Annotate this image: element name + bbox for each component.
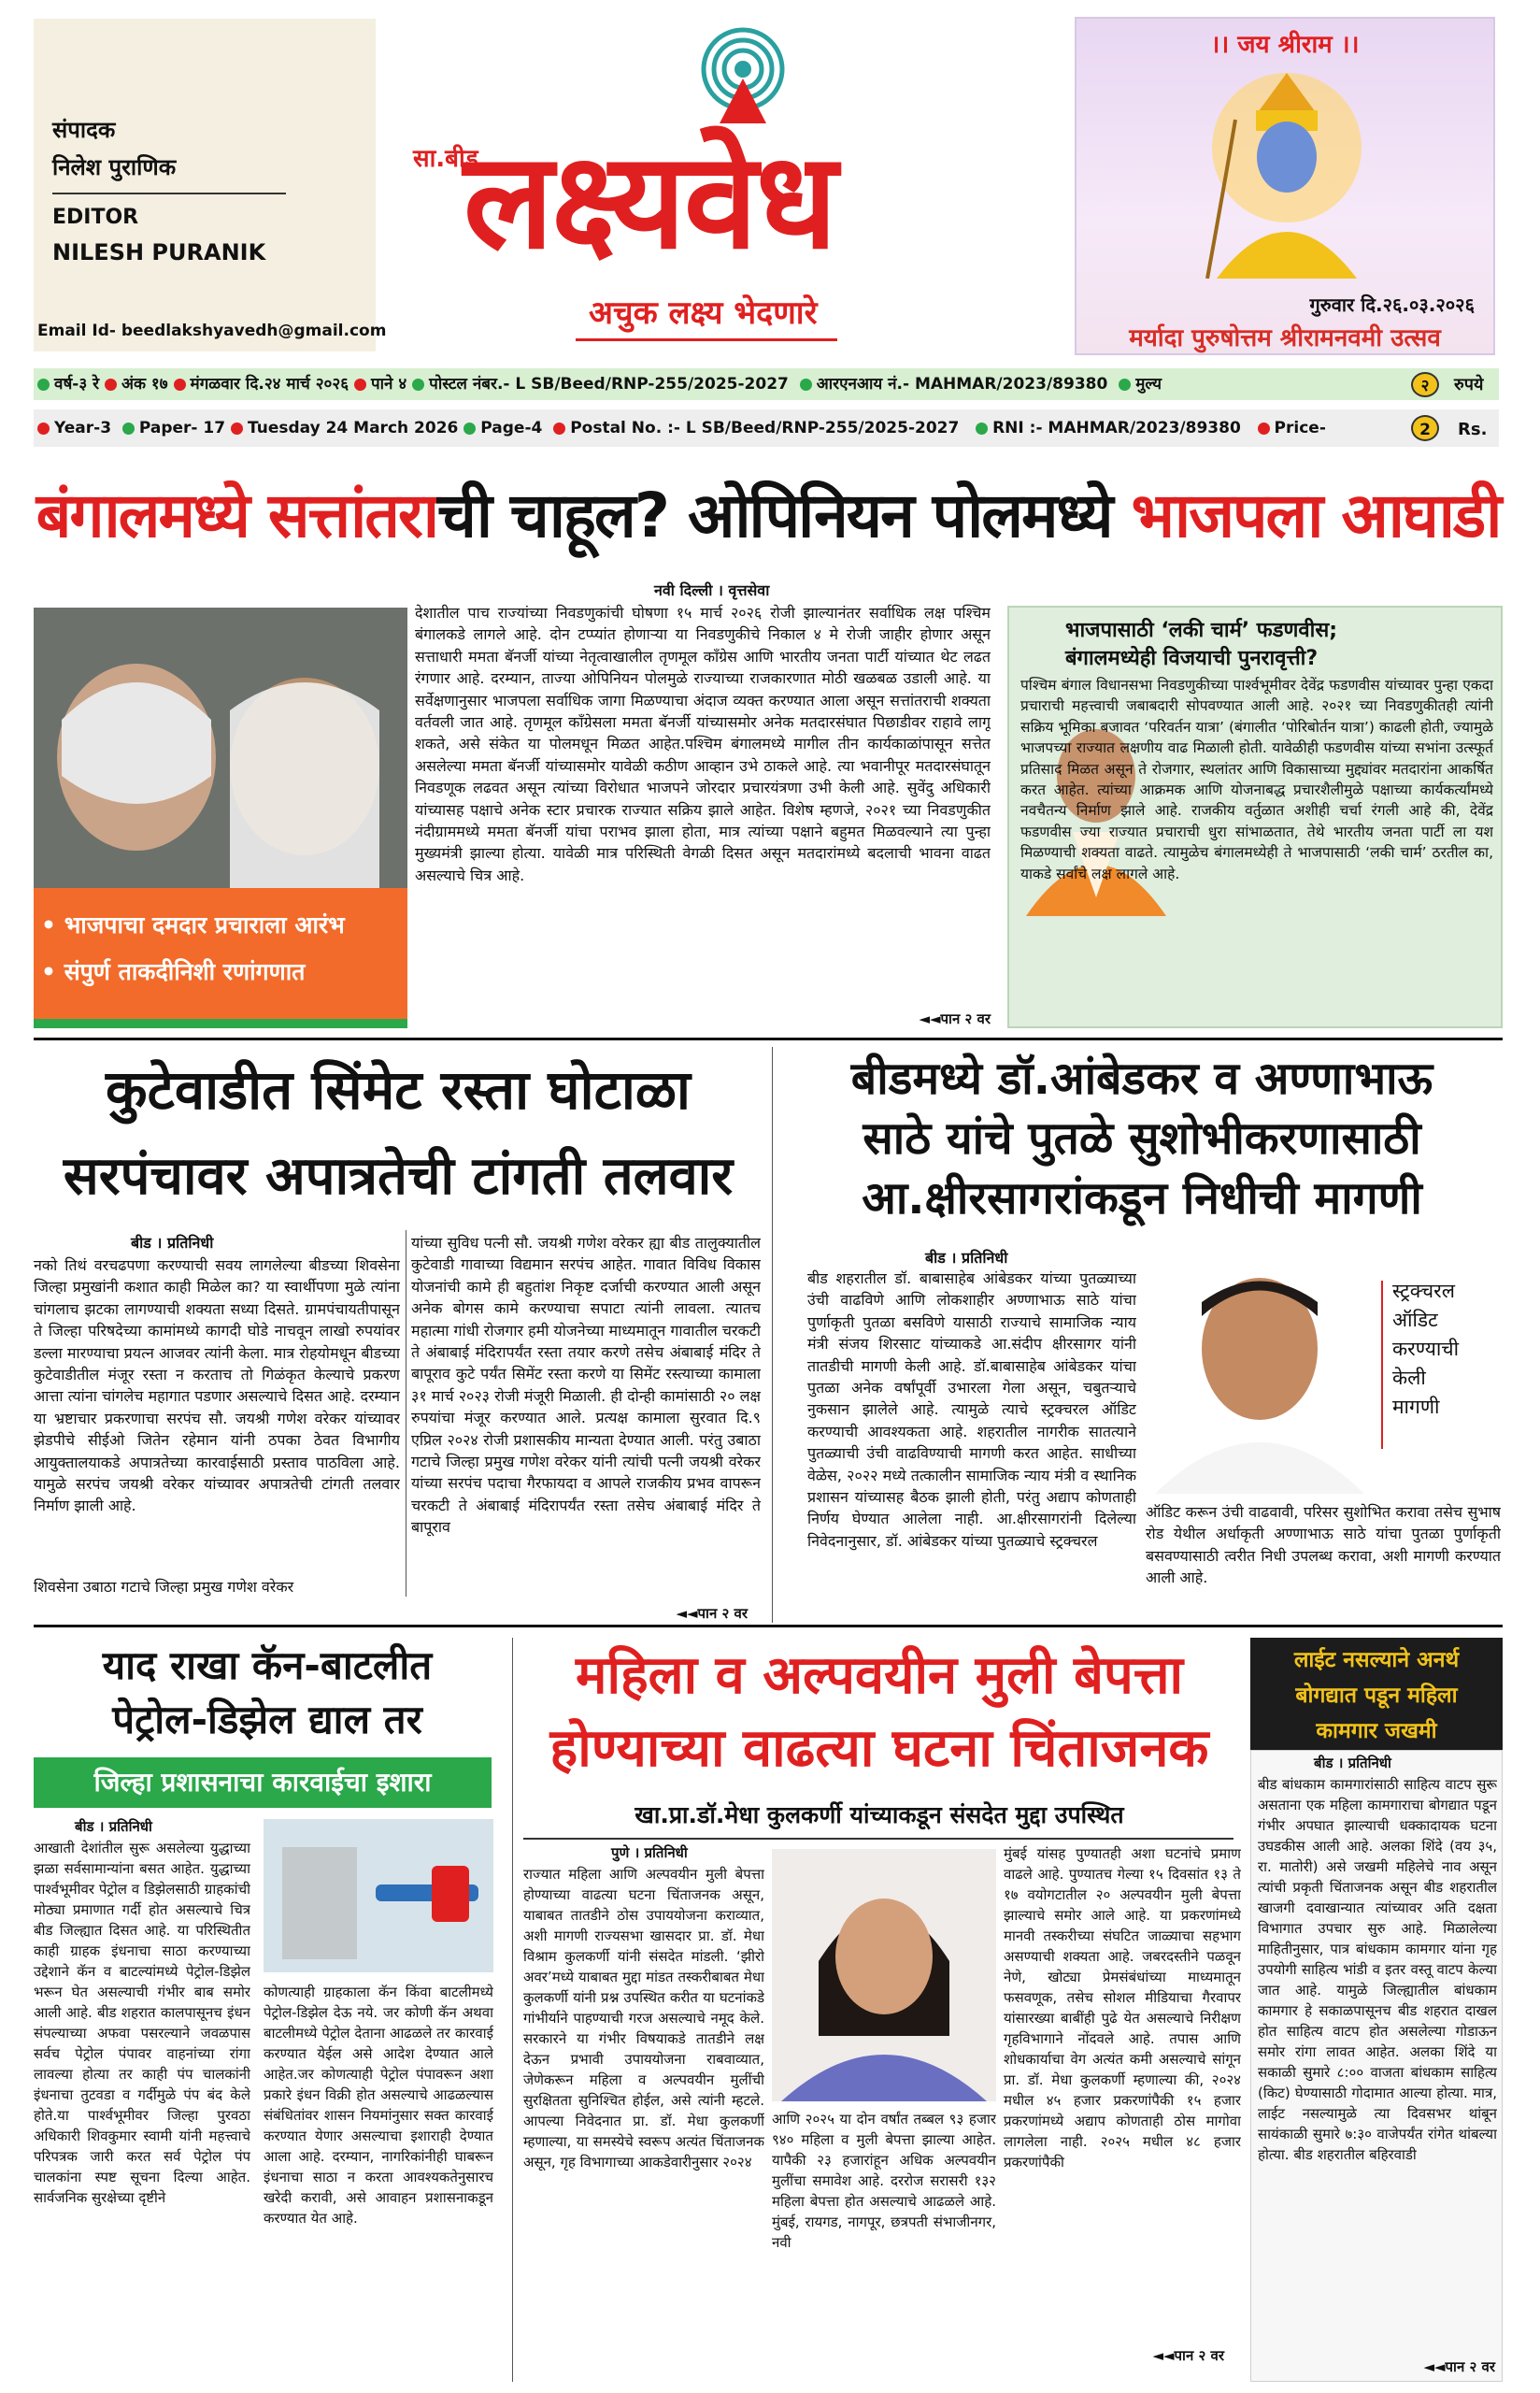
fuel-subhead-box	[34, 1757, 492, 1808]
mr-year: वर्ष-३ रे	[54, 375, 100, 394]
en-date: Tuesday 24 March 2026	[248, 419, 459, 437]
bullet-icon	[105, 379, 117, 391]
info-bar-english	[34, 409, 1499, 447]
missing-continued[interactable]: ◄◄पान २ वर	[1152, 2347, 1224, 2364]
tagline: अचुक लक्ष्य भेदणारे	[589, 294, 818, 332]
missing-col1: राज्यात महिला आणि अल्पवयीन मुली बेपत्ता होण्याच्या वाढत्या घटना चिंताजनक असून, याबाबत तातडीने ठोस उपाययोजना कराव्यात, अशी मागणी राज्यसभा खासदार प्रा. डॉ. मेधा विश्राम कुलकर्णी यांनी संसदेत मांडली. ‘झीरो अवर’मध्ये याबाबत मुद्दा मांडत तस्करीबाबत मेधा कुलकर्णी यांनी प्रश्न उपस्थित करीत या घटनांकडे गांभीर्याने पाहण्याची गरज असल्याचे नमूद केले. सरकारने या गंभीर विषयाकडे तातडीने लक्ष देऊन प्रभावी उपाययोजना राबवाव्यात, जेणेकरून महिला व अल्पवयीन मुलींची सुरक्षितता सुनिश्चित होईल, असे त्यांनी म्हटले. आपल्या निवेदनात प्रा. डॉ. मेधा कुलकर्णी म्हणाल्या, या समस्येचे स्वरूप अत्यंत चिंताजनक असून, गृह विभागाच्या आकडेवारीनुसार २०२४	[523, 1866, 764, 2171]
statue-pullquote-rule	[1381, 1281, 1383, 1449]
bullet-icon	[354, 379, 366, 391]
fuel-col1: आखाती देशांतील सुरू असलेल्या युद्धाच्या झळा सर्वसामान्यांना बसत आहेत. युद्धाच्या पार्श्वभूमीवर पेट्रोल व डिझेलसाठी ग्राहकांची मोठ्या प्रमाणात गर्दी होत असल्याचे चित्र बीड जिल्ह्यात दिसत आहे. या परिस्थितीत काही ग्राहक इंधनाचा साठा करण्याच्या उद्देशाने कॅन व बाटल्यांमध्ये पेट्रोल-डिझेल भरून घेत असल्याची गंभीर बाब समोर आली आहे. बीड शहरात कालपासूनच इंधन संपल्याच्या अफवा पसरल्याने जवळपास सर्वच पेट्रोल पंपावर वाहनांच्या रांगा लावल्या होत्या तर काही पंप चालकांनी इंधनाचा तुटवडा व गर्दीमुळे पंप बंद केले होते.या पार्श्वभूमीवर जिल्हा पुरवठा अधिकारी शिवकुमार स्वामी यांनी महत्त्वाचे परिपत्रक जारी करत सर्व पेट्रोल पंप चालकांना स्पष्ट सूचना दिल्या आहेत. सार्वजनिक सुरक्षेच्या दृष्टीने	[34, 1840, 250, 2206]
portrait-illustration	[772, 1849, 996, 2101]
bullet-icon	[800, 379, 812, 391]
lead-continued[interactable]: ◄◄पान २ वर	[919, 1010, 991, 1027]
ad-caption: मर्यादा पुरुषोत्तम श्रीरामनवमी उत्सव	[1129, 324, 1441, 352]
lead-bullet-2: • संपुर्ण ताकदीनिशी रणांगणात	[41, 958, 306, 985]
cement-col1-end: शिवसेना उबाठा गटाचे जिल्हा प्रमुख गणेश वरेकर	[34, 1578, 294, 1596]
cement-col2: यांच्या सुविध पत्नी सौ. जयश्री गणेश वरेकर ह्या बीड तालुक्यातील कुटेवाडी गावाच्या विद्यमान सरपंच आहेत. गावात विविध विकास योजनांची कामे ही बहुतांश निकृष्ट दर्जाची करण्यात आली असून अनेक बोगस कामे करण्याचा सपाटा त्यांनी लावला. त्यातच महात्मा गांधी रोजगार हमी योजनेच्या माध्यमातून गावातील चरकटी ते अंबाबाई मंदिरापर्यंत रस्ता तयार करणे तसेच अंबाबाई मंदिर ते बापूराव कुटे पर्यंत सिमेंट रस्ता करणे या सिमेंट रस्त्याच्या कामाला ३१ मार्च २०२३ रोजी मंजूरी मिळाली. ही दोन्ही कामांसाठी २० लक्ष रुपयांचा मंजूर करण्यात आले. प्रत्यक्ष कामाला सुरवात दि.९ एप्रिल २०२४ रोजी प्रशासकीय मान्यता देण्यात आली. परंतु उबाठा गटाचे जिल्हा प्रमुख गणेश वरेकर यांनी त्यांची पत्नी जयश्री वरेकर यांच्या सरपंच पदाचा गैरफायदा व आपले राजकीय प्रभव वापरून चरकटी ते अंबाबाई मंदिरापर्यंत रस्ता तसेच अंबाबाई मंदिर ते बापूराव	[411, 1234, 761, 1537]
bullet-icon	[231, 423, 243, 435]
accident-headline-1: लाईट नसल्याने अनर्थ	[1293, 1648, 1460, 1672]
deity-illustration	[1198, 64, 1376, 279]
modi-mamata-photo	[34, 608, 407, 888]
mr-pages: पाने ४	[370, 375, 407, 394]
statue-dateline: बीड । प्रतिनिधी	[925, 1249, 1008, 1267]
column-rule	[512, 1638, 513, 2382]
en-currency: Rs.	[1458, 420, 1488, 439]
en-price-badge	[1411, 415, 1439, 441]
bullet-icon	[976, 423, 988, 435]
missing-subhead-rule	[523, 1838, 1233, 1840]
lead-bullet-strip	[34, 1019, 407, 1028]
bullet-icon	[37, 423, 50, 435]
accident-continued[interactable]: ◄◄पान २ वर	[1423, 2358, 1495, 2375]
ad-top-text: ।। जय श्रीराम ।।	[1210, 31, 1360, 59]
editor-name-mr: निलेश पुराणिक	[52, 154, 177, 180]
missing-dateline: पुणे । प्रतिनिधी	[611, 1844, 688, 1861]
email: Email Id- beedlakshyavedh@gmail.com	[37, 322, 387, 340]
statue-pullquote	[1392, 1277, 1459, 1422]
portrait-illustration	[1146, 1260, 1374, 1494]
ad-date: गुरुवार दि.२६.०३.२०२६	[1309, 294, 1475, 316]
mr-issue: अंक १७	[121, 375, 168, 394]
fuel-dateline: बीड । प्रतिनिधी	[75, 1818, 152, 1835]
mr-postal: पोस्टल नंबर.- L SB/Beed/RNP-255/2025-2027	[429, 375, 789, 394]
fuel-nozzle-icon	[264, 1819, 493, 1972]
lead-body: देशातील पाच राज्यांच्या निवडणुकांची घोषणा १५ मार्च २०२६ रोजी झाल्यानंतर सर्वाधिक लक्ष पश्चिम बंगालकडे लागले आहे. दोन टप्प्यांत होणाऱ्या या निवडणुकीचे निकाल ४ मे रोजी जाहीर होणार असून सत्ताधारी ममता बॅनर्जी यांच्या नेतृत्वाखालील तृणमूल काँग्रेस आणि भारतीय जनता पार्टी यांच्यात थेट लढत रंगणार आहे. दरम्यान, ताज्या ओपिनियन पोलमुळे राज्याच्या राजकारणात मोठी खळबळ उडाली आहे. या सर्वेक्षणानुसार भाजपला सर्वाधिक जागा मिळण्याचा अंदाज व्यक्त करण्यात आला असून सत्तांतराची शक्यता वर्तवली जात आहे. तृणमूल काँग्रेसला ममता बॅनर्जी यांच्यासमोर अनेक मतदारसंघात पिछाडीवर राहावे लागू शकते, असे संकेत या पोलमधून मिळत आहेत.पश्चिम बंगालमध्ये मागील तीन कार्यकाळांपासून सत्तेत असलेल्या ममता बॅनर्जी यांच्यासमोर यावेळी कठीण आव्हान उभे ठाकले आहे. त्या भवानीपूर मतदारसंघातून निवडणूक लढवत असून त्यांच्या विरोधात भाजपने जोरदार प्रचारयंत्रणा उभी केली आहे. सुवेंदु अधिकारी यांच्यासह पक्षाचे अनेक स्टार प्रचारक राज्यात सक्रिय झाले आहेत. विशेष म्हणजे, २०२१ च्या निवडणुकीत नंदीग्राममध्ये ममता बॅनर्जी यांचा पराभव झाला होता, मात्र त्यांच्या पक्षाने बहुमत मिळवल्याने त्या पुन्हा मुख्यमंत्री झाल्या होत्या. यावेळी मात्र परिस्थिती वेगळी दिसत असून मतदारांमध्ये बदलाची भावना वाढत असल्याचे चित्र आहे.	[415, 604, 991, 884]
column-rule	[772, 1047, 773, 1623]
pullquote-line: स्ट्रक्चरल	[1392, 1280, 1455, 1302]
sidebar-box	[1007, 606, 1503, 1028]
tagline-underline	[576, 338, 837, 341]
en-price-label: Price-	[1274, 419, 1326, 437]
lead-bullet-1-text: भाजपाचा दमदार प्रचाराला आरंभ	[64, 911, 345, 939]
cement-headline-1: कुटेवाडीत सिंमेट रस्ता घोटाळा	[106, 1058, 691, 1122]
pullquote-line: ऑडिट	[1392, 1309, 1438, 1331]
portrait-illustration	[34, 608, 407, 888]
bullet-icon	[1258, 423, 1270, 435]
section-rule	[34, 1038, 1503, 1040]
bullet-icon	[37, 379, 50, 391]
statue-body-right: ऑडिट करून उंची वाढवावी, परिसर सुशोभित करावा तसेच सुभाष रोड येथील अर्धाकृती अण्णाभाऊ साठे यांचा पुतळा पुर्णाकृती बसवण्यासाठी त्वरीत निधी उपलब्ध करावा, अशी मागणी करण्यात आली आहे.	[1146, 1503, 1501, 1587]
editor-label-en: EDITOR	[52, 206, 139, 229]
lead-headline	[34, 460, 1503, 572]
missing-col2-bottom: आणि २०२५ या दोन वर्षांत तब्बल ९३ हजार ९४० महिला व मुली बेपत्ता झाल्या आहेत. यापैकी २३ हजारांहून अधिक अल्पवयीन मुलींचा समावेश आहे. दररोज सरासरी १३२ महिला बेपत्ता होत असल्याचे आढळले आहे. मुंबई, रायगड, नागपूर, छत्रपती संभाजीनगर, नवी	[772, 2111, 996, 2251]
sidebar-title-1: भाजपासाठी ‘लकी चार्म’ फडणवीस;	[1065, 619, 1337, 642]
mr-price: २	[1420, 377, 1430, 395]
kshirsagar-photo	[1146, 1260, 1374, 1494]
mr-price-badge	[1411, 372, 1439, 397]
cement-continued[interactable]: ◄◄पान २ वर	[676, 1605, 748, 1622]
section-rule	[34, 1625, 1503, 1627]
en-rni: RNI :- MAHMAR/2023/89380	[992, 419, 1241, 437]
sidebar-body: पश्चिम बंगाल विधानसभा निवडणुकीच्या पार्श्वभूमीवर देवेंद्र फडणवीस यांच्यावर पुन्हा एकदा प्रचाराची महत्त्वाची जबाबदारी सोपवण्यात आली आहे. २०२१ च्या निवडणुकीतही त्यांनी सक्रिय भूमिका बजावत ‘परिवर्तन यात्रा’ (बंगालीत ‘पोरिबोर्तन यात्रा’) काढली होती, ज्यामुळे भाजपच्या राज्यात लक्षणीय वाढ मिळाली होती. यावेळीही फडणवीस यांच्या सभांना उत्स्फूर्त प्रतिसाद मिळत असून ते रोजगार, स्थलांतर आणि विकासाच्या मुद्द्यांवर मतदारांना आकर्षित करत आहेत. त्यांच्या आक्रमक आणि योजनाबद्ध प्रचारशैलीमुळे पक्षाच्या कार्यकर्त्यांमध्ये नवचैतन्य निर्माण झाले आहे. राजकीय वर्तुळात अशीही चर्चा रंगली आहे की, देवेंद्र फडणवीस ज्या राज्यात प्रचाराची धुरा सांभाळतात, तेथे भारतीय जनता पार्टी ला यश मिळण्याची शक्यता वाढते. त्यामुळेच बंगालमध्येही ते भाजपासाठी ‘लकी चार्म’ ठरतील का, याकडे सर्वांचे लक्ष लागले आहे.	[1020, 677, 1493, 882]
en-postal: Postal No. :- L SB/Beed/RNP-255/2025-2027	[570, 419, 960, 437]
statue-headline-2: साठे यांचे पुतळे सुशोभीकरणासाठी	[863, 1112, 1421, 1165]
en-page: Page-4	[480, 419, 543, 437]
accident-body: बीड बांधकाम कामगारांसाठी साहित्य वाटप सुरू असताना एक महिला कामगाराचा बोगद्यात पडून गंभीर अपघात झाल्याची धक्कादायक घटना उघडकीस आली आहे. अलका शिंदे (वय ३५, रा. मातोरी) असे जखमी महिलेचे नाव असून त्यांची प्रकृती चिंताजनक असून बीड शहरातील खाजगी दवाखान्यात त्यांच्यावर अति दक्षता विभागात उपचार सुरु आहे. मिळालेल्या माहितीनुसार, पात्र बांधकाम कामगार यांना गृह उपयोगी साहित्य भांडी व इतर वस्तू वाटप केल्या जात आहे. यामुळे जिल्ह्यातील बांधकाम कामगार हे सकाळपासूनच बीड शहरात दाखल होत साहित्य वाटप होत असलेल्या गोडाऊन समोर रांगा लावत आहेत. अलका शिंदे या सकाळी सुमारे ८:०० वाजता बांधकाम साहित्य (किट) घेण्यासाठी गोदामात आल्या होत्या. मात्र, लाईट नसल्यामुळे त्या दिवसभर थांबून सायंकाळी सुमारे ७:३० वाजेपर्यंत रांगेत थांबल्या होत्या. बीड शहरातील बहिरवाडी	[1258, 1776, 1497, 2163]
en-price: 2	[1419, 421, 1431, 439]
accident-headline-3: कामगार जखमी	[1316, 1719, 1437, 1743]
lead-bullet-box	[34, 888, 407, 1019]
editor-label-mr: संपादक	[52, 117, 116, 143]
medha-kulkarni-photo	[772, 1849, 996, 2101]
lead-headline-part-a: बंगालमध्ये सत्तांतरा	[36, 480, 437, 552]
fuel-pump-photo	[264, 1819, 493, 1972]
bullet-icon	[553, 423, 565, 435]
fuel-headline-2: पेट्रोल-डिझेल द्याल तर	[112, 1697, 422, 1742]
en-paper: Paper- 17	[138, 419, 226, 437]
statue-headline-1: बीडमध्ये डॉ.आंबेडकर व अण्णाभाऊ	[850, 1053, 1433, 1105]
info-bar-marathi	[34, 368, 1499, 400]
lead-headline-part-c: भाजपला आघाडी	[1131, 480, 1501, 552]
accident-headline-2: बोगद्यात पडून महिला	[1295, 1684, 1458, 1708]
fuel-col2: कोणत्याही ग्राहकाला कॅन किंवा बाटलीमध्ये पेट्रोल-डिझेल देऊ नये. जर कोणी कॅन अथवा बाटलीमध्ये पेट्रोल देताना आढळले तर कारवाई करण्यात येईल असे आदेश देण्यात आले आहेत.जर कोणत्याही पेट्रोल पंपावरून अशा प्रकारे इंधन विक्री होत असल्याचे आढळल्यास संबंधितांवर शासन नियमांनुसार सक्त कारवाई करण्यात येणार असल्याचा इशाराही देण्यात आला आहे. दरम्यान, नागरिकांनीही घाबरून इंधनाचा साठा न करता आवश्यकतेनुसारच खरेदी करावी, असे आवाहन प्रशासनाकडून करण्यात येत आहे.	[264, 1984, 493, 2227]
mr-price-label: मुल्य	[1135, 375, 1162, 394]
missing-headline-2: होण्याच्या वाढत्या घटना चिंताजनक	[549, 1718, 1209, 1779]
bullet-icon	[122, 423, 135, 435]
statue-headline-3: आ.क्षीरसागरांकडून निधीची मागणी	[862, 1172, 1422, 1225]
missing-headline-1: महिला व अल्पवयीन मुली बेपत्ता	[575, 1645, 1184, 1706]
fuel-subhead: जिल्हा प्रशासनाचा कारवाईचा इशारा	[93, 1767, 432, 1798]
editor-box	[34, 19, 387, 351]
mr-date: मंगळवार दि.२४ मार्च २०२६	[190, 375, 349, 394]
bullet-icon	[412, 379, 424, 391]
prefix: सा.बीड	[413, 145, 478, 173]
fuel-headline-1: याद राखा कॅन-बाटलीत	[102, 1642, 433, 1688]
mr-rni: आरएनआय नं.- MAHMAR/2023/89380	[816, 375, 1108, 394]
en-year: Year-3	[54, 419, 112, 437]
editor-name-en: NILESH PURANIK	[52, 239, 266, 265]
lead-headline-part-b: ची चाहूल? ओपिनियन पोलमध्ये	[436, 480, 1132, 552]
bullet-icon	[174, 379, 186, 391]
statue-body: बीड शहरातील डॉ. बाबासाहेब आंबेडकर यांच्या पुतळ्याच्या उंची वाढविणे आणि लोकशाहीर अण्णाभाऊ साठे यांचा पुर्णाकृती पुतळा बसविणे यासाठी राज्याचे सामाजिक न्याय मंत्री संजय शिरसाट यांच्याकडे आ.संदीप क्षीरसागर यांनी तातडीची मागणी केली आहे. डॉ.बाबासाहेब आंबेडकर यांचा पुतळा अनेक वर्षांपूर्वी उभारला गेला असून, चबुतऱ्याचे नुकसान झालेले आहे. त्यामुळे त्याचे स्ट्रक्चरल ऑडिट करण्याची आवश्यकता आहे. शहरातील नागरीक सातत्याने पुतळ्याची उंची वाढविण्याची मागणी करत आहेत. साधीच्या वेळेस, २०२२ मध्ये तत्कालीन सामाजिक न्याय मंत्री व स्थानिक प्रशासन यांच्यासह बैठक झाली होती, परंतु अद्याप कोणताही निर्णय घेण्यात आलेला नाही. आ.क्षीरसागरांनी दिलेल्या निवेदनानुसार, डॉ. आंबेडकर यांच्या पुतळ्याचे स्ट्रक्चरल	[807, 1269, 1136, 1550]
ramnavami-ad	[1075, 17, 1495, 355]
lead-dateline: नवी दिल्ली । वृत्तसेवा	[654, 581, 770, 599]
accident-dateline: बीड । प्रतिनिधी	[1314, 1755, 1391, 1771]
accident-headline-box	[1250, 1638, 1503, 1750]
cement-headline-2: सरपंचावर अपात्रतेची टांगती तलवार	[63, 1146, 734, 1207]
bullet-icon	[1119, 379, 1131, 391]
sidebar-title-2: बंगालमध्येही विजयाची पुनरावृत्ती?	[1065, 647, 1319, 670]
pullquote-line: मागणी	[1392, 1396, 1440, 1418]
missing-col3: मुंबई यांसह पुण्यातही अशा घटनांचे प्रमाण वाढले आहे. पुण्यातच गेल्या १५ दिवसांत १३ ते १७ वयोगटातील २० अल्पवयीन मुली बेपत्ता झाल्याचे समोर आले आहे. या प्रकरणांमध्ये मानवी तस्करीच्या संघटित जाळ्याचा सहभाग असण्याची शक्यता आहे. जबरदस्तीने पळवून नेणे, खोट्या प्रेमसंबंधांच्या माध्यमातून फसवणूक, तसेच सोशल मीडियाचा गैरवापर यांसारख्या बाबींही पुढे येत असल्याचे निरीक्षण गृहविभागाने नोंदवले आहे. तपास आणि शोधकार्याचा वेग अत्यंत कमी असल्याचे सांगून प्रा. डॉ. मेधा कुलकर्णी म्हणाल्या की, २०२४ मधील ४५ हजार प्रकरणांपैकी १५ हजार प्रकरणांमध्ये अद्याप कोणताही ठोस मागोवा लागलेला नाही. २०२५ मधील ४८ हजार प्रकरणांपैकी	[1004, 1845, 1241, 2171]
bullet-icon	[463, 423, 476, 435]
mr-currency: रुपये	[1454, 375, 1484, 394]
pullquote-line: केली	[1392, 1367, 1426, 1389]
missing-subhead: खा.प्रा.डॉ.मेधा कुलकर्णी यांच्याकडून संसदेत मुद्दा उपस्थित	[635, 1801, 1124, 1828]
newspaper-title: लक्ष्यवेध	[463, 124, 836, 279]
masthead-logo	[411, 19, 1009, 351]
pullquote-line: करण्याची	[1392, 1338, 1460, 1360]
cement-col1: नको तिथं वरचढपणा करण्याची सवय लागलेल्या बीडच्या शिवसेना जिल्हा प्रमुखांनी कशात काही मिळेल का? या स्वार्थीपणा मुळे त्यांना चांगलाच झटका लागण्याची शक्यता सध्या दिसते. ग्रामपंचायतीपासून ते जिल्हा परिषदेच्या कामांमध्ये कागदी घोडे नाचवून लाखो रुपयांवर डल्ला मारण्याचा प्रयत्न आजवर त्यांनी केला. मात्र रोहयोमधून बीडच्या कुटेवाडीतील मंजूर रस्ता न करताच तो गिळंकृत केल्याचे प्रकरण आत्ता त्यांना चांगलेच महागात पडणार असल्याचे दिसत आहे. दरम्यान या भ्रष्टाचार प्रकरणाचा सरपंच सौ. जयश्री गणेश वरेकर यांच्यावर झेडपीचे सीईओ जितेन रहेमान यांनी ठपका ठेवत विभागीय आयुक्तालयाकडे अपात्रतेच्या कारवाईसाठी प्रस्ताव पाठविला आहे. यामुळे सरपंच जयश्री वरेकर यांच्यावर अपात्रतेची टांगती तलवार निर्माण झाली आहे.	[34, 1256, 400, 1515]
editor-divider	[52, 193, 286, 194]
lead-bullet-1: • भाजपाचा दमदार प्रचाराला आरंभ	[41, 911, 345, 939]
cement-dateline: बीड । प्रतिनिधी	[131, 1234, 214, 1252]
lead-bullet-2-text: संपुर्ण ताकदीनिशी रणांगणात	[64, 958, 306, 985]
